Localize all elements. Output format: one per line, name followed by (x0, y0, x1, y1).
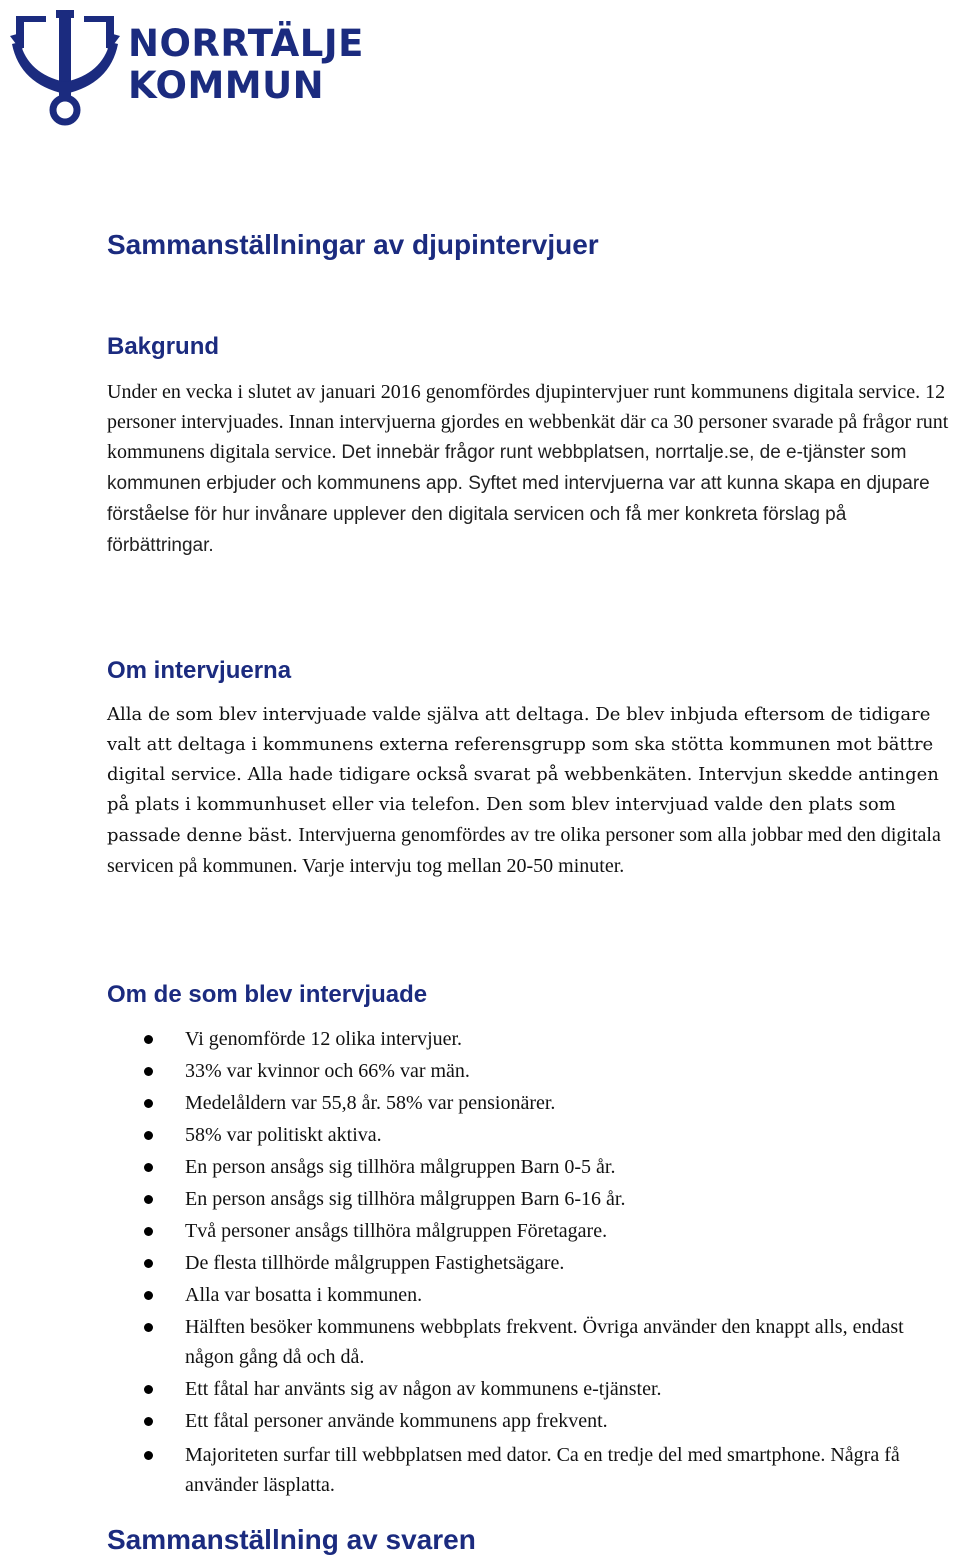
bullet-icon (144, 1259, 153, 1268)
bullet-icon (144, 1227, 153, 1236)
list-item (0, 1184, 945, 1214)
bullet-icon (144, 1451, 153, 1460)
list-item (0, 1120, 945, 1150)
section-heading-bakgrund: Bakgrund (107, 333, 220, 360)
bullet-icon (144, 1131, 153, 1140)
bullet-icon (144, 1417, 153, 1426)
section-heading-om-de-intervjuade: Om de som blev intervjuade (107, 981, 428, 1008)
page-title: Sammanställningar av djupintervjuer (107, 229, 599, 260)
om-intervjuerna-text: Alla de som blev intervjuade valde själva att deltaga. De blev inbjuda eftersom de tidigare valt att deltaga i kommunens externa referensgrupp som ska stötta kommunen mot bättre digital service. Alla hade tidigare också svarat på webbenkäten. Intervjun skedde antingen på plats i kommunhuset eller via telefon. Den som blev intervjuad valde den plats som passade denne bäst. (107, 704, 939, 846)
bullet-icon (144, 1067, 153, 1076)
list-item-text: Hälften besöker kommunens webbplats frekvent. Övriga använder den knappt alls, endast någon gång då och då. (185, 1316, 904, 1368)
list-item-text: Majoriteten surfar till webbplatsen med dator. Ca en tredje del med smartphone. Några få använder läsplatta. (185, 1444, 900, 1496)
list-item-text: Vi genomförde 12 olika intervjuer. (185, 1028, 463, 1050)
list-item-text: Ett fåtal personer använde kommunens app frekvent. (185, 1410, 608, 1432)
bakgrund-text-serif: Under en vecka i slutet av januari 2016 genomfördes djupintervjuer runt kommunens digitala service. 12 personer intervjuades. Innan intervjuerna gjordes en webbenkät där ca 30 personer svarade på frågor runt kommunens digitala service. (107, 381, 949, 463)
bullet-icon (144, 1099, 153, 1108)
bullet-icon (144, 1163, 153, 1172)
list-item (0, 1312, 945, 1372)
anchor-icon (10, 6, 120, 130)
om-intervjuerna-text-last: Intervjuerna genomfördes av tre olika personer som alla jobbar med den digitala servicen på kommunen. Varje intervju tog mellan 20-50 minuter. (107, 824, 941, 877)
bullet-icon (144, 1195, 153, 1204)
list-item-text: Ett fåtal har använts sig av någon av kommunens e-tjänster. (185, 1378, 662, 1400)
list-item (0, 1024, 945, 1054)
bakgrund-text-sans: Det innebär frågor runt webbplatsen, norrtalje.se, de e-tjänster som kommunen erbjuder och kommunens app. Syftet med intervjuerna var att kunna skapa en djupare förståelse för hur invånare upplever den digitala servicen och få mer konkreta förslag på förbättringar. (107, 442, 930, 556)
list-item (0, 1248, 945, 1278)
list-item (0, 1152, 945, 1182)
logo-text-line1: NORRTÄLJE (128, 22, 364, 65)
bullet-icon (144, 1035, 153, 1044)
list-item-text: En person ansågs sig tillhöra målgruppen Barn 6-16 år. (185, 1188, 626, 1210)
list-item-text: 33% var kvinnor och 66% var män. (185, 1060, 470, 1082)
logo (10, 6, 364, 130)
interviewee-facts-list (0, 1024, 960, 1502)
list-item (0, 1374, 945, 1404)
list-item-text: Två personer ansågs tillhöra målgruppen Företagare. (185, 1220, 608, 1242)
list-item (0, 1440, 945, 1500)
section-heading-sammanstallning: Sammanställning av svaren (107, 1524, 476, 1555)
om-intervjuerna-paragraph (107, 700, 957, 882)
section-heading-om-intervjuerna: Om intervjuerna (107, 657, 292, 684)
bullet-icon (144, 1291, 153, 1300)
bakgrund-paragraph (107, 377, 957, 561)
list-item (0, 1088, 945, 1118)
list-item (0, 1216, 945, 1246)
list-item (0, 1280, 945, 1310)
list-item-text: 58% var politiskt aktiva. (185, 1124, 382, 1146)
list-item-text: En person ansågs sig tillhöra målgruppen Barn 0-5 år. (185, 1156, 616, 1178)
list-item-text: Medelåldern var 55,8 år. 58% var pensionärer. (185, 1092, 556, 1114)
list-item-text: Alla var bosatta i kommunen. (185, 1284, 423, 1306)
list-item (0, 1056, 945, 1086)
bullet-icon (144, 1323, 153, 1332)
list-item (0, 1406, 945, 1436)
logo-text-line2: KOMMUN (128, 64, 325, 107)
bullet-icon (144, 1385, 153, 1394)
list-item-text: De flesta tillhörde målgruppen Fastighetsägare. (185, 1252, 565, 1274)
